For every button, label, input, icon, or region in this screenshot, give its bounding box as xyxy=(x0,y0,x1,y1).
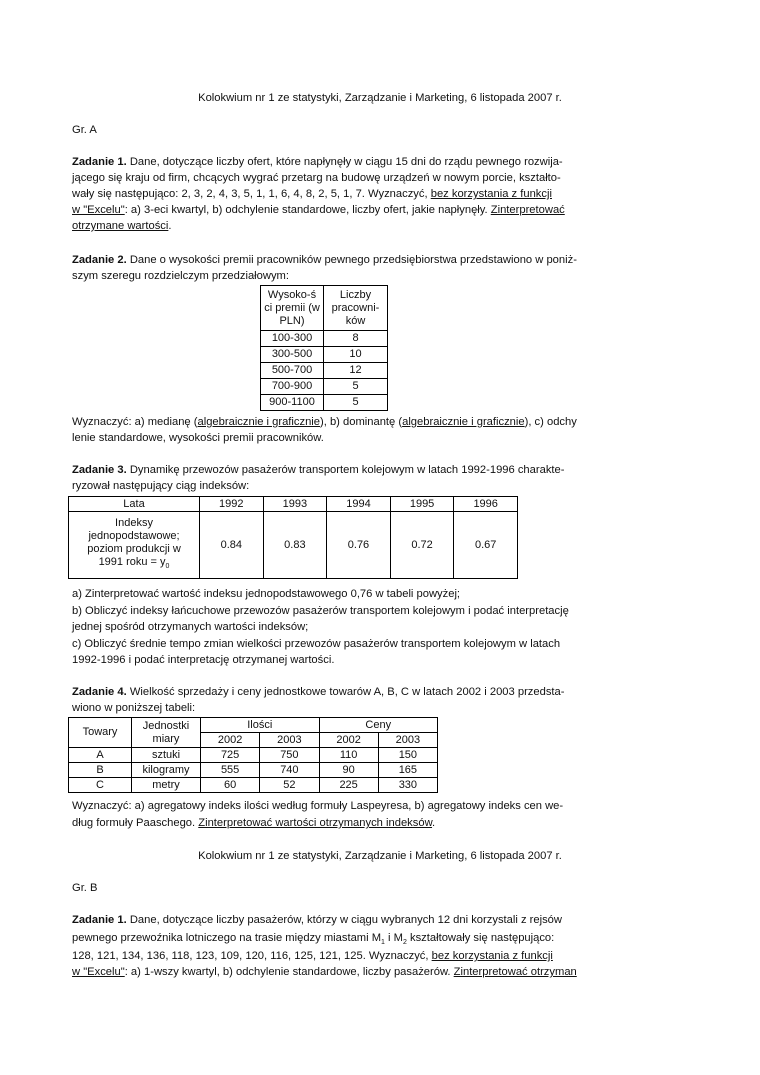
taskb1-line2: pewnego przewoźnika lotniczego na trasie między miastami $M_1$ i $M_2$ kształtowały się następująco: xyxy=(72,932,555,947)
premium-count: 8 xyxy=(324,331,388,347)
header-group-a: Kolokwium nr 1 ze statystyki, Zarządzanie i Marketing, 6 listopada 2007 r. xyxy=(198,92,562,104)
sales-qty: 725 xyxy=(201,748,260,763)
group-a-label: Gr. A xyxy=(72,124,97,136)
premium-range: 900-1100 xyxy=(261,395,324,411)
task4-line4 xyxy=(72,815,435,831)
task4-text: Wielkość sprzedaży i ceny jednostkowe towarów A, B, C w latach 2002 i 2003 przedsta- xyxy=(126,686,565,698)
index-value: 0.84 xyxy=(200,512,264,579)
sales-qty: 52 xyxy=(260,778,319,793)
index-year: 1994 xyxy=(327,497,391,512)
task2-text: ), b) dominantę ( xyxy=(320,416,403,428)
index-year: 1996 xyxy=(454,497,518,512)
premium-table xyxy=(260,285,388,411)
sales-table xyxy=(68,717,438,793)
task3-c1: c) Obliczyć średnie tempo zmian wielkości przewozów pasażerów transportem kolejowym w latach xyxy=(72,638,561,650)
sales-price: 165 xyxy=(378,763,437,778)
task1-text: wały się następująco: 2, 3, 2, 4, 3, 5, 1, 1, 6, 4, 8, 2, 5, 1, 7. Wyznaczyć, xyxy=(72,188,431,200)
sales-price: 110 xyxy=(319,748,378,763)
taskb1-line3: 128, 121, 134, 136, 118, 123, 109, 120, 116, 125, 121, 125. Wyznaczyć, bez korzystania z funkcji xyxy=(72,950,553,962)
header-group-b: Kolokwium nr 1 ze statystyki, Zarządzanie i Marketing, 6 listopada 2007 r. xyxy=(198,850,562,862)
sales-qty: 740 xyxy=(260,763,319,778)
sales-year: 2003 xyxy=(378,733,437,748)
index-value: 0.67 xyxy=(454,512,518,579)
task2-underlined: algebraicznie i graficznie xyxy=(197,416,321,428)
task1-underlined: w "Excelu" xyxy=(72,204,125,216)
premium-count: 10 xyxy=(324,347,388,363)
sales-header-goods: Towary xyxy=(69,718,132,748)
task4-line1 xyxy=(72,684,564,700)
index-value: 0.76 xyxy=(327,512,391,579)
sales-qty: 60 xyxy=(201,778,260,793)
index-year: 1995 xyxy=(390,497,454,512)
task1-underlined: otrzymane wartości xyxy=(72,220,169,232)
sales-qty: 555 xyxy=(201,763,260,778)
task2-text: Dane o wysokości premii pracowników pewnego przedsiębiorstwa przedstawiono w poniż- xyxy=(126,254,577,266)
task1-text: . xyxy=(168,220,172,232)
task3-text: Dynamikę przewozów pasażerów transportem kolejowym w latach 1992-1996 charakte- xyxy=(126,464,565,476)
task4-title: Zadanie 4. xyxy=(72,686,127,698)
index-table xyxy=(68,496,518,579)
task4-line3: Wyznaczyć: a) agregatowy indeks ilości według formuły Laspeyresa, b) agregatowy indeks cen we- xyxy=(72,800,564,812)
task1-underlined: bez korzystania z funkcji xyxy=(430,188,552,200)
task4-line2: wiono w poniższej tabeli: xyxy=(72,702,196,714)
index-year: 1993 xyxy=(263,497,327,512)
sales-goods: A xyxy=(69,748,132,763)
task4-text: dług formuły Paaschego. xyxy=(72,817,199,829)
task1-line4 xyxy=(72,202,565,218)
sales-year: 2002 xyxy=(201,733,260,748)
sales-year: 2003 xyxy=(260,733,319,748)
premium-range: 100-300 xyxy=(261,331,324,347)
task2-line4: lenie standardowe, wysokości premii pracowników. xyxy=(72,432,324,444)
sales-price: 90 xyxy=(319,763,378,778)
task2-line2: szym szeregu rozdzielczym przedziałowym: xyxy=(72,270,289,282)
task2-text: Wyznaczyć: a) medianę ( xyxy=(72,416,198,428)
premium-count: 12 xyxy=(324,363,388,379)
task3-b1: b) Obliczyć indeksy łańcuchowe przewozów pasażerów transportem kolejowym i podać interpretację xyxy=(72,605,569,617)
sales-goods: C xyxy=(69,778,132,793)
sales-unit: kilogramy xyxy=(132,763,201,778)
premium-range: 700-900 xyxy=(261,379,324,395)
task1-line3 xyxy=(72,186,552,202)
sales-header-quantity: Ilości xyxy=(201,718,320,733)
index-value: 0.83 xyxy=(263,512,327,579)
premium-header-range: Wysoko-ś ci premii (w PLN) xyxy=(261,286,324,331)
index-row-label: Indeksy jednopodstawowe; poziom produkcji w 1991 roku = $y_0$ xyxy=(69,512,200,579)
premium-count: 5 xyxy=(324,379,388,395)
index-year: 1992 xyxy=(200,497,264,512)
index-value: 0.72 xyxy=(390,512,454,579)
task1-underlined: Zinterpretować xyxy=(490,204,565,216)
taskb1-text: Dane, dotyczące liczby pasażerów, którzy w ciągu wybranych 12 dni korzystali z rejsów xyxy=(126,914,562,926)
task1-text: Dane, dotyczące liczby ofert, które napłynęły w ciągu 15 dni do rządu pewnego rozwija- xyxy=(126,156,563,168)
task1-title: Zadanie 1. xyxy=(72,156,127,168)
sales-header-price: Ceny xyxy=(319,718,438,733)
task3-c2: 1992-1996 i podać interpretację otrzymanej wartości. xyxy=(72,654,335,666)
sales-header-unit: Jednostki miary xyxy=(132,718,201,748)
task2-line1 xyxy=(72,252,577,268)
task4-text: . xyxy=(432,817,436,829)
index-header-label: Lata xyxy=(69,497,200,512)
sales-price: 150 xyxy=(378,748,437,763)
task3-a: a) Zinterpretować wartość indeksu jednopodstawowego 0,76 w tabeli powyżej; xyxy=(72,588,461,600)
task1-text: : a) 3-eci kwartyl, b) odchylenie standardowe, liczby ofert, jakie napłynęły. xyxy=(124,204,491,216)
task2-underlined: algebraicznie i graficznie xyxy=(402,416,525,428)
task1-line5 xyxy=(72,218,171,234)
sales-goods: B xyxy=(69,763,132,778)
sales-price: 225 xyxy=(319,778,378,793)
task3-b2: jednej spośród otrzymanych wartości indeksów; xyxy=(72,621,309,633)
group-b-label: Gr. B xyxy=(72,882,98,894)
premium-count: 5 xyxy=(324,395,388,411)
task2-text: ), c) odchy xyxy=(524,416,577,428)
premium-range: 300-500 xyxy=(261,347,324,363)
sales-price: 330 xyxy=(378,778,437,793)
task2-title: Zadanie 2. xyxy=(72,254,127,266)
task3-line1 xyxy=(72,462,564,478)
task1-line1 xyxy=(72,154,563,170)
taskb1-line4: w "Excelu": a) 1-wszy kwartyl, b) odchylenie standardowe, liczby pasażerów. Zinterpretować otrzyman xyxy=(72,966,577,978)
task3-line2: ryzował następujący ciąg indeksów: xyxy=(72,480,250,492)
premium-header-count: Liczby pracowni-ków xyxy=(324,286,388,331)
taskb1-line1 xyxy=(72,912,562,928)
task4-underlined: Zinterpretować wartości otrzymanych indeksów xyxy=(198,817,433,829)
taskb1-title: Zadanie 1. xyxy=(72,914,127,926)
premium-range: 500-700 xyxy=(261,363,324,379)
task1-line2: jącego się kraju od firm, chcących wygrać przetarg na budowę urządzeń w nowym porcie, kształto- xyxy=(72,172,561,184)
task3-title: Zadanie 3. xyxy=(72,464,127,476)
task2-line3 xyxy=(72,414,577,430)
sales-unit: sztuki xyxy=(132,748,201,763)
sales-qty: 750 xyxy=(260,748,319,763)
sales-year: 2002 xyxy=(319,733,378,748)
sales-unit: metry xyxy=(132,778,201,793)
